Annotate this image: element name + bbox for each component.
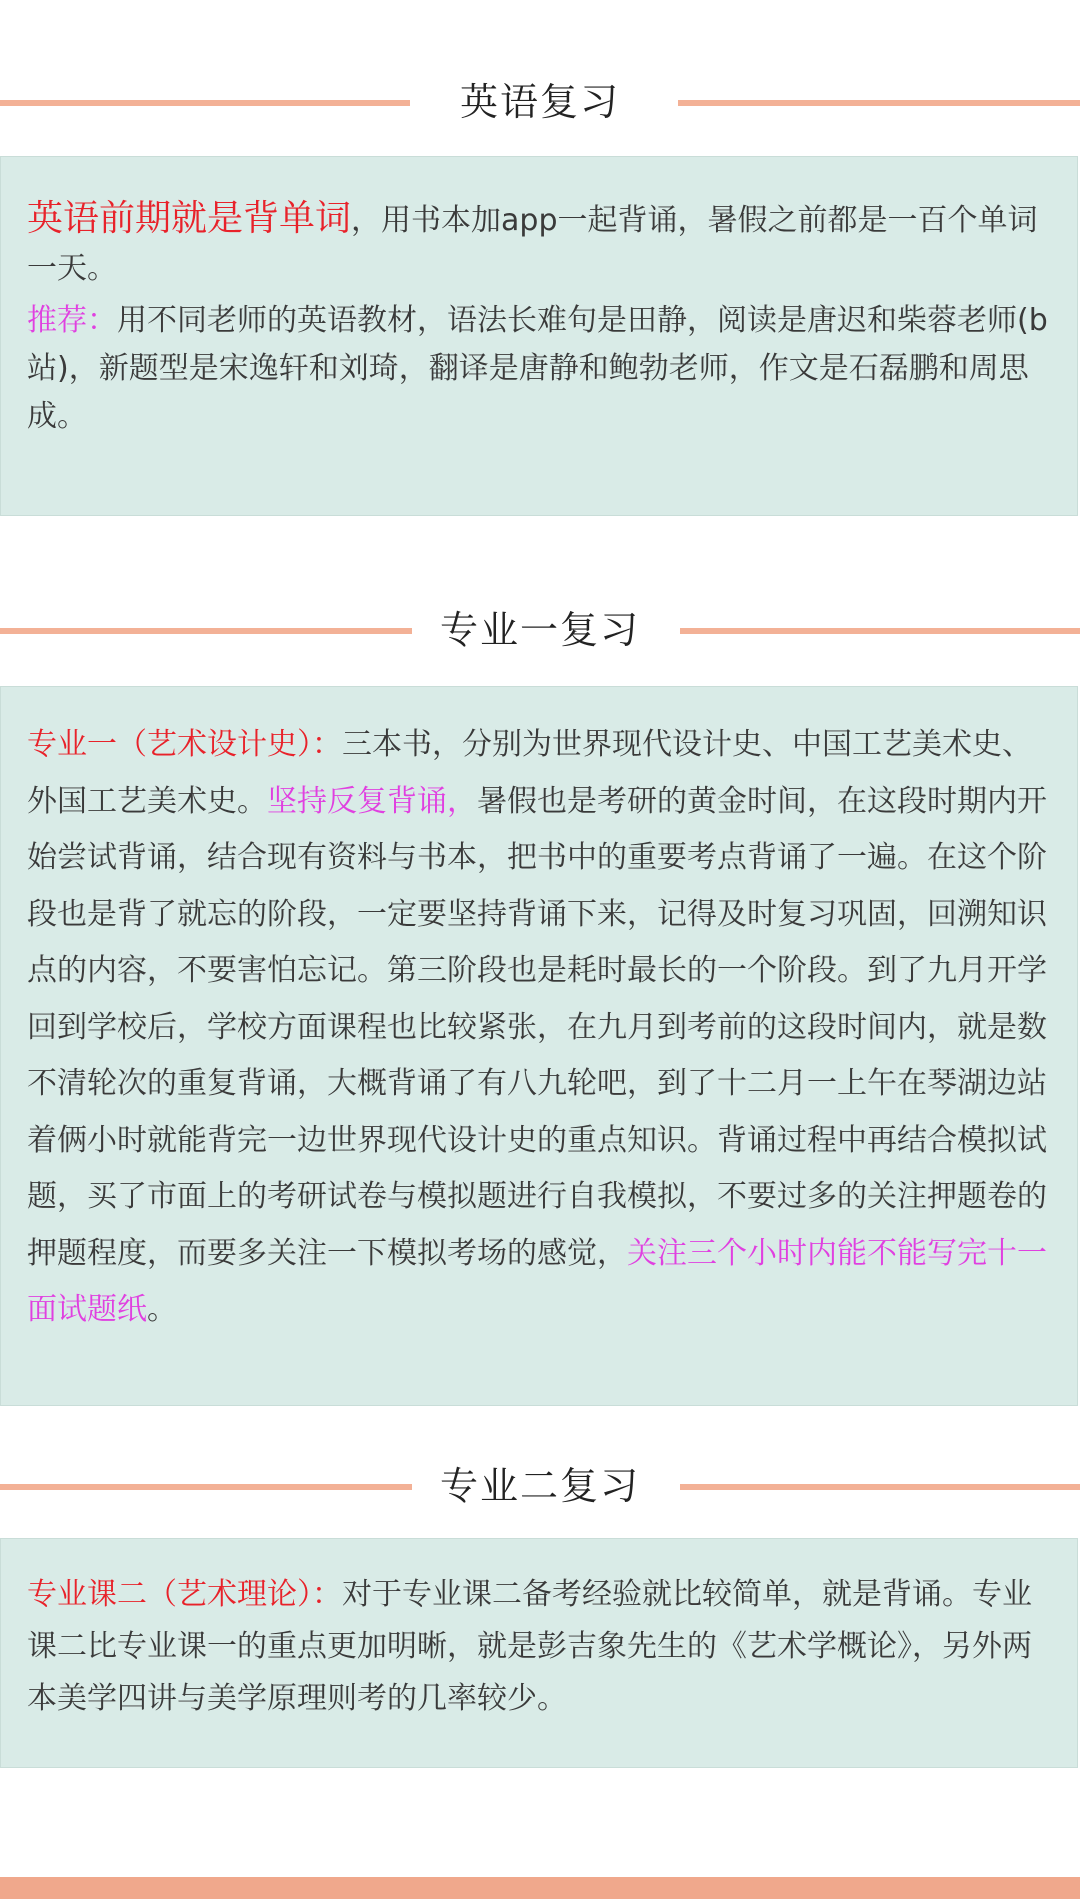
body-text: 三本书，分别为世界现代设计史、中国工艺美术史、外国工艺美术史。 <box>27 727 1032 819</box>
paragraph <box>27 717 1053 1339</box>
content-card-major-one <box>0 686 1078 1406</box>
section-header-major-two <box>0 1456 1080 1516</box>
highlight-text: 专业课二（艺术理论）： <box>27 1577 342 1612</box>
section-title: 英语复习 <box>459 80 620 124</box>
highlight-text: 专业一（艺术设计史）： <box>27 727 342 762</box>
body-text: 对于专业课二备考经验就比较简单，就是背诵。专业课二比专业课一的重点更加明晰，就是彭吉象先生的《艺术学概论》，另外两本美学四讲与美学原理则考的几率较少。 <box>27 1577 1032 1716</box>
highlight-text: 英语前期就是背单词 <box>27 198 352 239</box>
section-header-english <box>0 72 1080 132</box>
body-text: 。 <box>147 1292 177 1327</box>
highlight-text: 推荐： <box>27 303 117 338</box>
body-text: 暑假也是考研的黄金时间，在这段时期内开始尝试背诵，结合现有资料与书本，把书中的重要考点背诵了一遍。在这个阶段也是背了就忘的阶段，一定要坚持背诵下来，记得及时复习巩固，回溯知识点的内容，不要害怕忘记。第三阶段也是耗时最长的一个阶段。到了九月开学回到学校后，学校方面课程也比较紧张，在九月到考前的这段时间内，就是数不清轮次的重复背诵，大概背诵了有八九轮吧，到了十二月一上午在琴湖边站着俩小时就能背完一边世界现代设计史的重点知识。背诵过程中再结合模拟试题，买了市面上的考研试卷与模拟题进行自我模拟，不要过多的关注押题卷的押题程度，而要多关注一下模拟考场的感觉， <box>27 783 1047 1271</box>
paragraph <box>27 1569 1053 1725</box>
body-text: 用不同老师的英语教材，语法长难句是田静，阅读是唐迟和柴蓉老师(b站)，新题型是宋逸轩和刘琦，翻译是唐静和鲍勃老师，作文是石磊鹏和周思成。 <box>27 303 1048 434</box>
body-text: ，用书本加app一起背诵，暑假之前都是一百个单词一天。 <box>27 203 1038 286</box>
highlight-text: 关注三个小时内能不能写完十一面试题纸 <box>27 1235 1047 1327</box>
paragraph <box>27 297 1053 441</box>
content-card-english <box>0 156 1078 516</box>
section-title: 专业一复习 <box>439 608 640 652</box>
section-header-major-one <box>0 600 1080 660</box>
paragraph <box>27 195 1053 293</box>
bottom-accent-bar <box>0 1877 1080 1899</box>
content-card-major-two <box>0 1538 1078 1768</box>
highlight-text: 坚持反复背诵， <box>267 783 477 819</box>
section-title: 专业二复习 <box>439 1464 640 1508</box>
